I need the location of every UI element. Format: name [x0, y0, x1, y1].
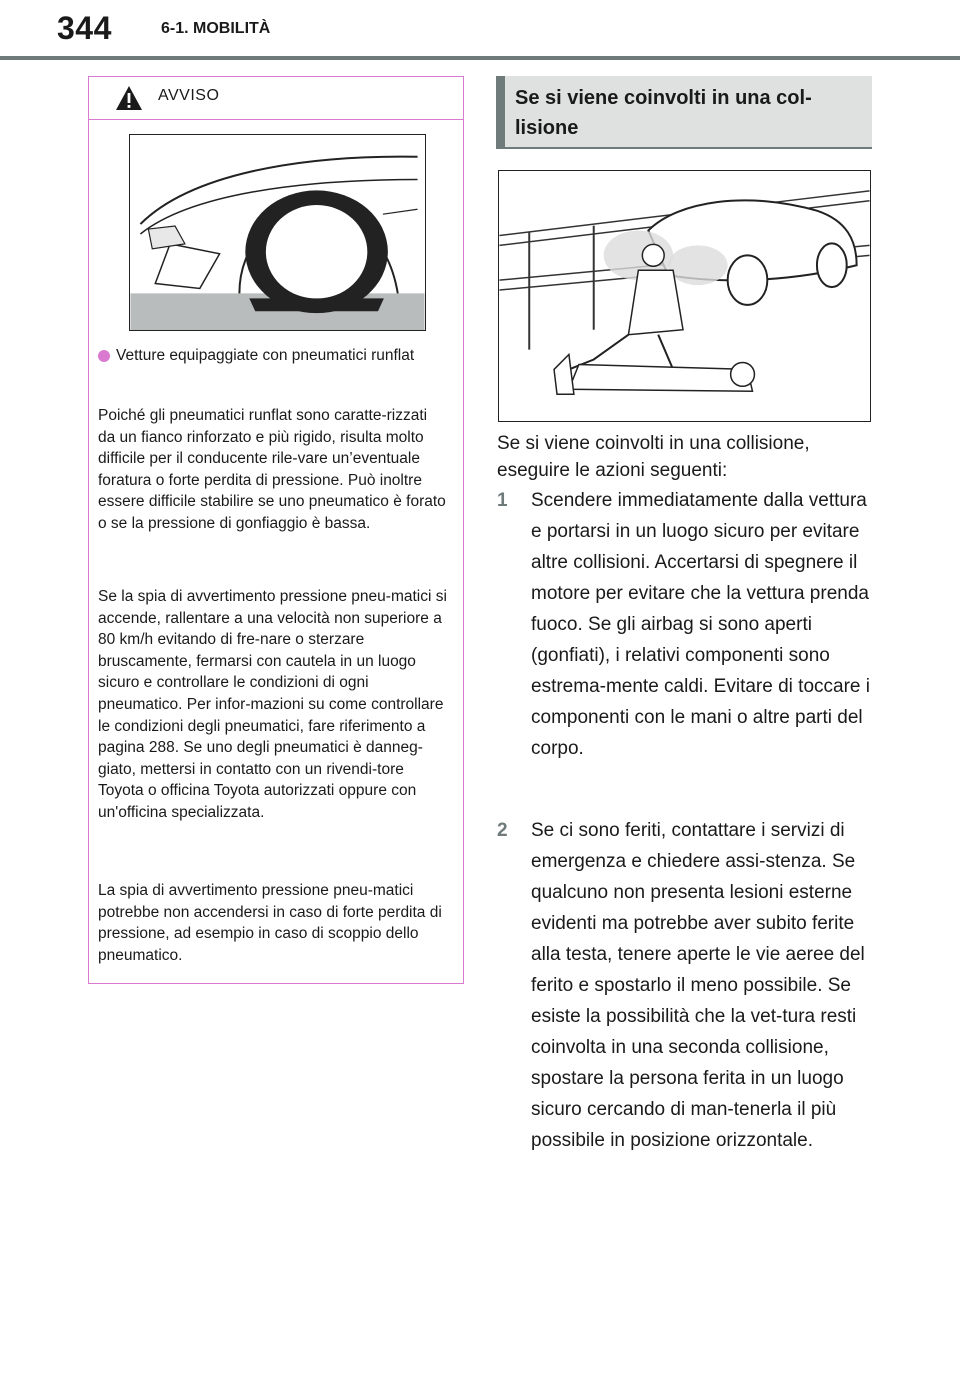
warning-box — [88, 76, 464, 984]
header-divider — [0, 56, 960, 60]
collision-heading — [496, 76, 872, 149]
warning-paragraph: Se la spia di avvertimento pressione pneu-matici si accende, rallentare a una velocità non superiore a 80 km/h evitando di fre-nare o sterzare bruscamente, fermarsi con cautela in un luogo sicuro e controllare le condizioni di ogni pneumatico. Per infor-mazioni su come controllare le condizioni degli pneumatici, fare riferimento a pagina 288. Se uno degli pneumatici è danneg-giato, mettersi in contatto con un rivendi-tore Toyota o officina Toyota autorizzati oppure con un'officina specializzata. — [98, 588, 447, 821]
warning-header — [89, 77, 463, 120]
warning-bullet-text: Vetture equipaggiate con pneumatici runflat — [116, 347, 415, 364]
step-text: Se ci sono feriti, contattare i servizi di emergenza e chiedere assi-stenza. Se qualcuno non presenta lesioni esterne evidenti ma potrebbe aver subito ferite alla testa, tenere aperte le vie aeree del ferito e spostarlo il meno possibile. Se esiste la possibilità che la vet-tura resti coinvolta in una seconda collisione, spostare la persona ferita in un luogo sicuro cercando di man-tenerla il più possibile in posizione orizzontale. — [531, 820, 865, 1151]
bullet-dot-icon — [98, 350, 110, 362]
step-number: 2 — [497, 820, 508, 841]
collision-step — [497, 485, 877, 764]
page-number: 344 — [57, 10, 112, 46]
section-title: 6-1. MOBILITÀ — [161, 20, 271, 37]
warning-title: AVVISO — [158, 87, 220, 104]
collision-heading-text: Se si viene coinvolti in una col-lisione — [515, 87, 812, 139]
warning-paragraph: La spia di avvertimento pressione pneu-matici potrebbe non accendersi in caso di forte perdita di pressione, ad esempio in caso di scoppio dello pneumatico. — [98, 882, 442, 964]
collision-first-aid-illustration — [498, 170, 871, 422]
collision-intro: Se si viene coinvolti in una collisione, eseguire le azioni seguenti: — [497, 433, 810, 481]
collision-step — [497, 815, 877, 1156]
page-header — [0, 0, 960, 62]
runflat-tire-illustration — [129, 134, 426, 331]
warning-bullet — [98, 345, 466, 367]
step-text: Scendere immediatamente dalla vettura e portarsi in un luogo sicuro per evitare altre collisioni. Accertarsi di spegnere il motore per evitare che la vettura prenda fuoco. Se gli airbag si sono aperti (gonfiati), i relativi componenti sono estrema-mente caldi. Evitare di toccare i componenti con le mani o altre parti del corpo. — [531, 490, 870, 759]
warning-paragraph: Poiché gli pneumatici runflat sono caratte-rizzati da un fianco rinforzato e più rigido, risulta molto difficile per il conducente rile-vare un’eventuale foratura o forte perdita di pressione. Può inoltre essere difficile stabilire se uno pneumatico è forato o se la pressione di gonfiaggio è bassa. — [98, 407, 446, 532]
warning-triangle-icon — [115, 85, 143, 111]
step-number: 1 — [497, 490, 508, 511]
